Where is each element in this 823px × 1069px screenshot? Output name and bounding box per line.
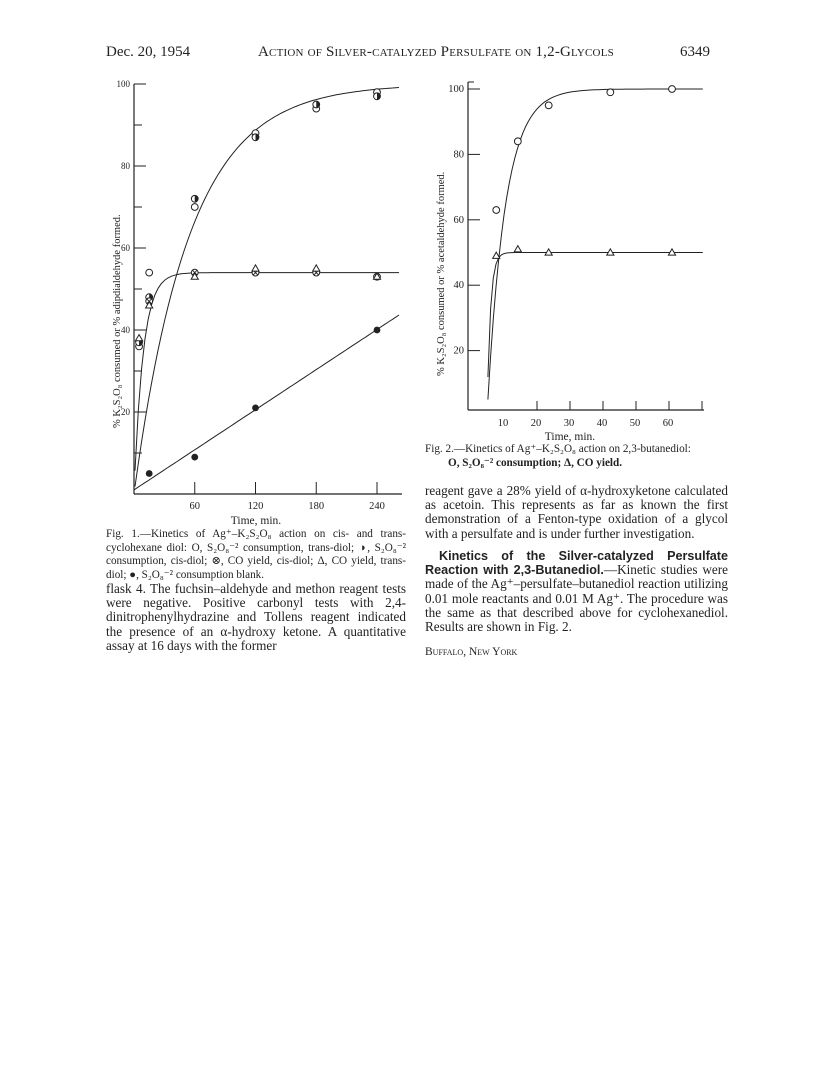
fig1-point-open-circle (374, 89, 381, 96)
fig2-xtick-label: 30 (563, 418, 575, 429)
fig1-point-crossed-circle-cross-a (314, 270, 319, 275)
fig2-xtick-label: 10 (497, 418, 509, 429)
fig1-point-filled-circle (191, 454, 198, 461)
fig2-point-open-circle (545, 102, 552, 109)
fig1-point-crossed-circle (146, 298, 153, 305)
fig1-point-crossed-circle-cross-b (375, 274, 380, 279)
section-body: —Kinetic studies were made of the Ag⁺–persulfate–butanediol reaction utilizing 0.01 mole reactants and 0.01 M Ag⁺. The procedure was the same as that described above for cyclohexanediol. Results are shown in Fig. 2. (425, 562, 728, 635)
fig2-xtick-label: 60 (662, 418, 674, 429)
fig1-point-triangle (135, 335, 142, 341)
fig1-ytick-label: 100 (116, 79, 130, 89)
fig1-point-crossed-circle-cross-b (192, 270, 197, 275)
running-header-date: Dec. 20, 1954 (106, 44, 191, 60)
right-column-paragraph-1: reagent gave a 28% yield of α-hydroxyketone calculated as acetoin. This represents as far as known the first demonstration of a Fenton-type oxidation of a glycol with a persulfate and is under further investigation. (425, 483, 728, 541)
fig1-point-crossed-circle-cross-a (375, 274, 380, 279)
fig2-point-open-circle (669, 86, 676, 93)
fig1-x-axis-label: Time, min. (230, 515, 282, 527)
fig1-point-half-circle-outline (313, 101, 320, 108)
fig1-ytick-label: 80 (121, 161, 130, 171)
fig1-point-triangle (313, 265, 320, 271)
fig1-point-half-circle (149, 294, 152, 301)
fig1-point-filled-circle (146, 470, 153, 477)
fig1-point-crossed-circle-cross-a (147, 299, 152, 304)
fig1-point-crossed-circle (191, 269, 198, 276)
fig1-curve-blank (134, 315, 399, 490)
fig1-point-half-circle (195, 195, 198, 202)
fig2-ytick-label: 80 (453, 149, 464, 161)
figure-2-caption-line2: O, S₂O₈⁻² consumption; Δ, CO yield. (448, 457, 623, 469)
fig1-point-half-circle (316, 101, 319, 108)
fig1-point-crossed-circle-cross-b (314, 270, 319, 275)
fig2-y-axis-label: % K₂S₂O₈ consumed or % acetaldehyde formed. (436, 171, 447, 376)
fig1-point-half-circle (377, 93, 380, 100)
fig1-point-crossed-circle-cross-a (253, 270, 258, 275)
fig1-point-half-circle (139, 339, 142, 346)
fig1-point-half-circle-outline (374, 93, 381, 100)
fig1-point-triangle (252, 265, 259, 271)
fig1-point-half-circle-outline (146, 294, 153, 301)
fig1-point-crossed-circle-cross-a (192, 270, 197, 275)
fig2-point-open-circle (607, 89, 614, 96)
fig2-ytick-label: 40 (453, 280, 464, 292)
fig2-ytick-label: 60 (453, 214, 464, 226)
fig1-point-half-circle-outline (252, 134, 259, 141)
fig2-point-open-circle (514, 138, 521, 145)
figure-1-caption: Fig. 1.—Kinetics of Ag⁺–K₂S₂O₈ action on cis- and trans-cyclohexane diol: O, S₂O₈⁻² consumption, trans-diol; ◑, S₂O₈⁻² consumption, cis-diol; ⊗, CO yield, cis-diol; Δ, CO yield, trans-diol; ●, S₂O₈⁻² consumption blank. (106, 528, 406, 581)
location-line: Buffalo, New York (425, 646, 518, 658)
fig1-y-axis-label: % K₂S₂O₈ consumed or % adipdialdehyde formed. (112, 214, 123, 428)
page-number: 6349 (680, 44, 710, 60)
fig1-point-open-circle (252, 130, 259, 137)
fig2-x-axis-label: Time, min. (544, 431, 596, 443)
running-header-title: Action of Silver-catalyzed Persulfate on 1,2-Glycols (258, 44, 614, 60)
fig2-point-triangle (493, 252, 500, 258)
fig1-curve-consumption (135, 88, 399, 487)
right-column-paragraph-2 (425, 549, 728, 634)
fig1-ytick-label: 60 (121, 243, 130, 253)
fig1-point-triangle (146, 302, 153, 308)
fig1-xtick-label: 60 (189, 501, 200, 512)
section-heading: Kinetics of the Silver-catalyzed Persulfate Reaction with 2,3-Butanediol. (425, 549, 728, 578)
fig1-point-open-circle (146, 269, 153, 276)
fig1-ytick-label: 20 (121, 407, 130, 417)
fig1-point-half-circle (256, 134, 259, 141)
fig1-point-crossed-circle (374, 273, 381, 280)
fig1-xtick-label: 120 (247, 501, 264, 512)
fig1-point-crossed-circle-cross-b (253, 270, 258, 275)
fig2-xtick-label: 20 (530, 418, 542, 429)
left-column-paragraph: flask 4. The fuchsin–aldehyde and methon reagent tests were negative. Positive carbonyl tests with 2,4-dinitrophenylhydrazine and Tollens reagent indicated the presence of an α-hydroxy ketone. A quantitative assay at 16 days with the former (106, 581, 406, 653)
fig2-curve-co-yield (488, 253, 703, 378)
fig1-curve-co-yield (135, 273, 399, 471)
fig1-ytick-label: 40 (121, 325, 130, 335)
fig1-point-triangle (191, 273, 198, 279)
fig1-point-crossed-circle-cross-b (147, 299, 152, 304)
fig1-point-half-circle-outline (136, 339, 143, 346)
fig2-point-triangle (514, 246, 521, 252)
fig2-xtick-label: 50 (629, 418, 641, 429)
fig1-point-filled-circle (374, 327, 381, 334)
fig1-point-triangle (373, 273, 380, 279)
fig2-point-open-circle (493, 207, 500, 214)
fig2-xtick-label: 40 (596, 418, 608, 429)
fig1-point-crossed-circle (252, 269, 259, 276)
fig1-xtick-label: 180 (308, 501, 325, 512)
fig1-point-open-circle (191, 204, 198, 211)
fig1-point-open-circle (313, 105, 320, 112)
fig2-point-triangle (545, 249, 552, 255)
fig2-ytick-label: 20 (453, 345, 464, 357)
fig2-point-triangle (607, 249, 614, 255)
fig2-point-triangle (668, 249, 675, 255)
fig1-point-half-circle-outline (191, 195, 198, 202)
fig1-point-open-circle (136, 343, 143, 350)
fig2-ytick-label: 100 (448, 84, 464, 95)
fig1-xtick-label: 240 (369, 501, 385, 512)
fig2-curve-consumption (488, 89, 703, 400)
fig1-point-crossed-circle (313, 269, 320, 276)
figure-2-caption-line1: Fig. 2.—Kinetics of Ag⁺–K₂S₂O₈ action on 2,3-butanediol: (425, 443, 691, 455)
fig1-point-filled-circle (252, 405, 259, 412)
